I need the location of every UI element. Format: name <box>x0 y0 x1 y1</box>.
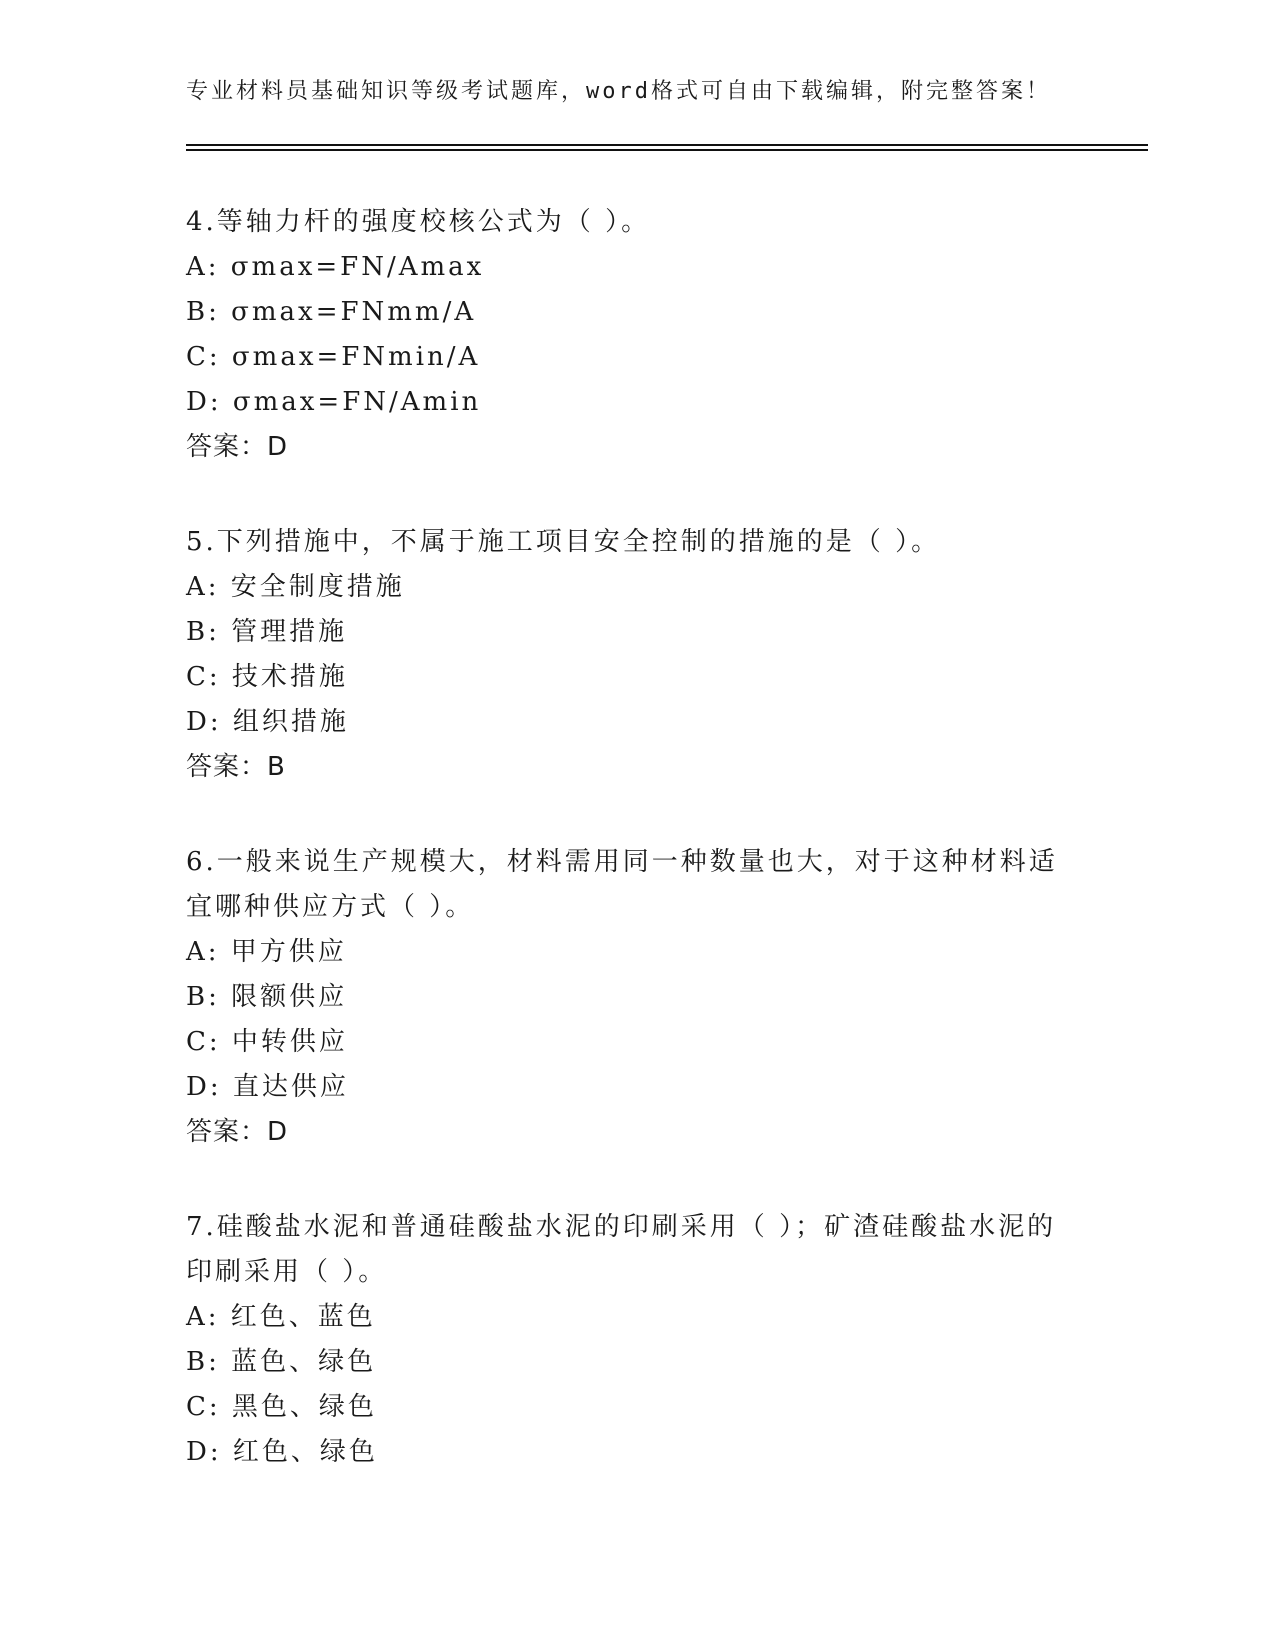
option-d: D: 红色、绿色 <box>186 1437 378 1467</box>
question-stem: 7.硅酸盐水泥和普通硅酸盐水泥的印刷采用（ ）；矿渣硅酸盐水泥的印刷采用（ ）。 <box>186 1212 1057 1287</box>
question-stem: 5.下列措施中，不属于施工项目安全控制的措施的是（ ）。 <box>186 527 941 557</box>
answer: 答案：D <box>186 1117 289 1147</box>
option-d: D: σmax=FN/Amin <box>186 387 482 417</box>
question-stem: 6.一般来说生产规模大，材料需用同一种数量也大，对于这种材料适宜哪种供应方式（ ）。 <box>186 847 1058 922</box>
page-header: 专业材料员基础知识等级考试题库，word格式可自由下载编辑，附完整答案！ <box>186 79 1051 104</box>
option-a: A: 安全制度措施 <box>186 572 405 602</box>
option-c: C: 黑色、绿色 <box>186 1392 377 1422</box>
option-a: A: 红色、蓝色 <box>186 1302 376 1332</box>
question-6 <box>186 840 1066 1155</box>
option-c: C: 中转供应 <box>186 1027 348 1057</box>
question-5 <box>186 520 1066 790</box>
answer: 答案：B <box>186 752 286 782</box>
option-b: B: 管理措施 <box>186 617 348 647</box>
option-c: C: 技术措施 <box>186 662 348 692</box>
option-a: A: 甲方供应 <box>186 937 347 967</box>
option-b: B: 限额供应 <box>186 982 348 1012</box>
option-b: B: σmax=FNmm/A <box>186 297 477 327</box>
option-a: A: σmax=FN/Amax <box>186 252 485 282</box>
question-7 <box>186 1205 1066 1475</box>
option-d: D: 组织措施 <box>186 707 349 737</box>
header-divider <box>186 144 1148 151</box>
question-4 <box>186 200 1066 470</box>
question-stem: 4.等轴力杆的强度校核公式为（ ）。 <box>186 207 651 237</box>
option-d: D: 直达供应 <box>186 1072 349 1102</box>
question-list <box>186 200 1066 1525</box>
option-b: B: 蓝色、绿色 <box>186 1347 377 1377</box>
answer: 答案：D <box>186 432 289 462</box>
option-c: C: σmax=FNmin/A <box>186 342 481 372</box>
